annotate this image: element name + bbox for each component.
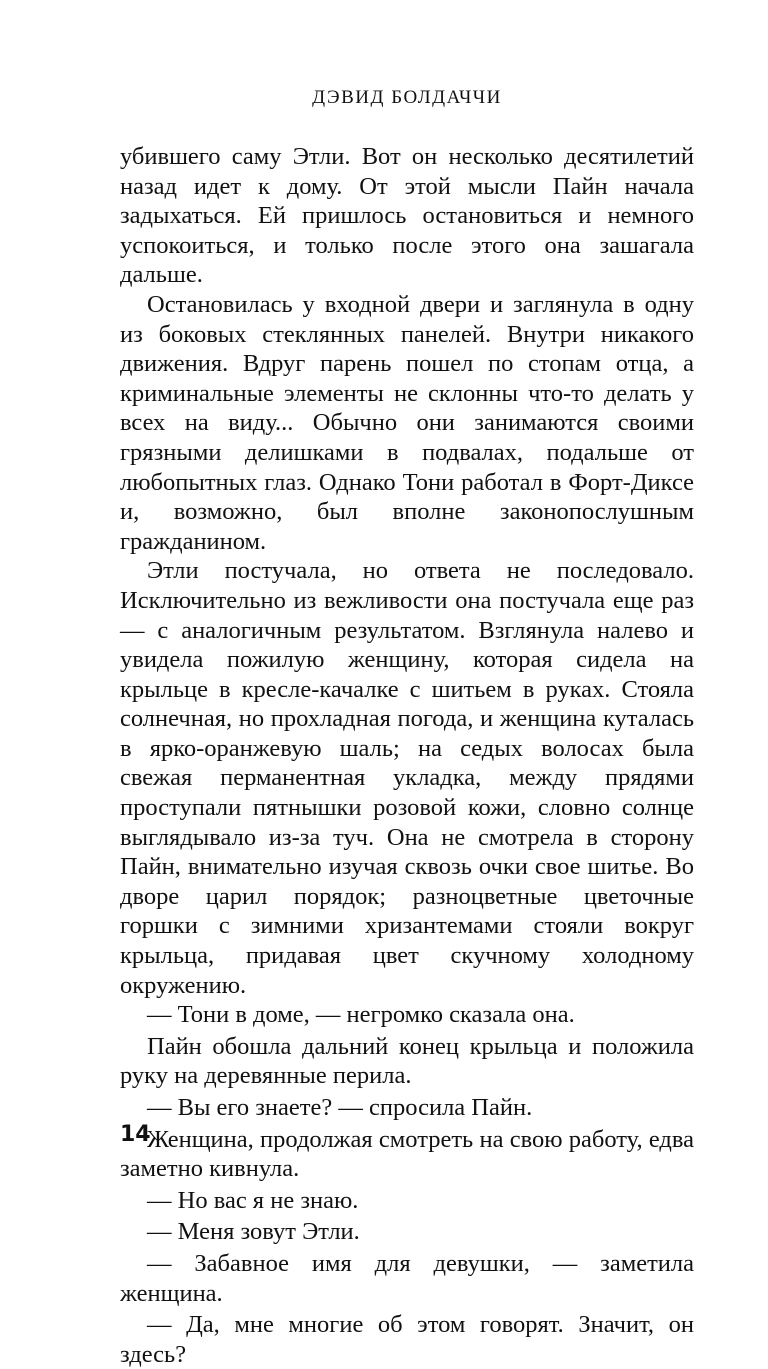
dialogue-line: — Вы его знаете? — спросила Пайн.: [147, 1094, 533, 1121]
dialogue-line: — Меня зовут Этли.: [147, 1218, 360, 1246]
dialogue-line: — Но вас я не знаю.: [147, 1186, 359, 1214]
paragraph: Пайн обошла дальний конец крыльца и положила руку на деревянные перила.: [120, 1032, 694, 1090]
paragraph: Женщина, продолжая смотреть на свою работу, едва заметно кивнула.: [120, 1125, 694, 1183]
page-number: 14: [120, 1122, 151, 1147]
dialogue-line: — Забавное имя для девушки, — заметила женщина.: [120, 1249, 694, 1307]
body-text: [120, 142, 694, 1369]
dialogue-line: — Да, мне многие об этом говорят. Значит, он здесь?: [120, 1311, 694, 1368]
running-header: ДЭВИД БОЛДАЧЧИ: [312, 87, 502, 108]
dialogue-line: — Тони в доме, — негромко сказала она.: [147, 1001, 575, 1029]
paragraph: убившего саму Этли. Вот он несколько десятилетий назад идет к дому. От этой мысли Пайн начала задыхаться. Ей пришлось остановиться и немного успокоиться, и только после этого она зашагала дальше.: [120, 143, 694, 289]
paragraph: Остановилась у входной двери и заглянула в одну из боковых стеклянных панелей. Внутри никакого движения. Вдруг парень пошел по стопам отца, а криминальные элементы не склонны что-то делать у всех на виду... Обычно они занимаются своими грязными делишками в подвалах, подальше от любопытных глаз. Однако Тони работал в Форт-Диксе и, возможно, был вполне законопослушным гражданином.: [120, 290, 694, 555]
paragraph: Этли постучала, но ответа не последовало. Исключительно из вежливости она постучала еще раз — с аналогичным результатом. Взглянула налево и увидела пожилую женщину, которая сидела на крыльце в кресле-качалке с шитьем в руках. Стояла солнечная, но прохладная погода, и женщина куталась в ярко-оранжевую шаль; на седых волосах была свежая перманентная укладка, между прядями проступали пятнышки розовой кожи, словно солнце выглядывало из-за туч. Она не смотрела в сторону Пайн, внимательно изучая сквозь очки свое шитье. Во дворе царил порядок; разноцветные цветочные горшки с зимними хризантемами стояли вокруг крыльца, придавая цвет скучному холодному окружению.: [120, 557, 694, 999]
